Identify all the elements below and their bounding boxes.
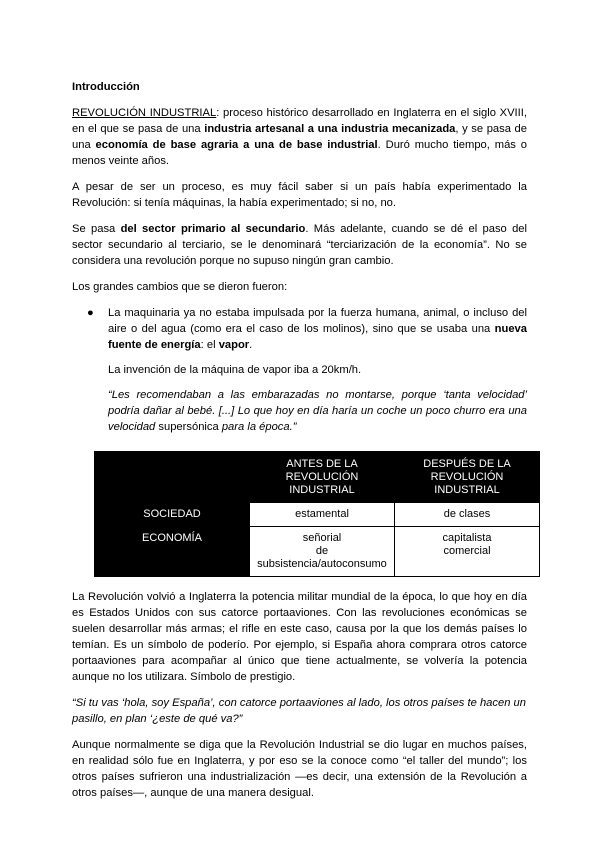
row-label-sociedad: SOCIEDAD: [95, 503, 250, 527]
bold-segment: del sector primario al secundario: [120, 223, 306, 235]
document-body: [72, 79, 527, 801]
steam-speed-note: La invención de la máquina de vapor iba a 20km/h.: [108, 364, 362, 376]
paragraph-process: A pesar de ser un proceso, es muy fácil saber si un país había experimentado la Revolución: si tenía máquinas, la había experimentado; si no, no.: [72, 181, 527, 209]
paragraph-definition: [72, 105, 527, 169]
comparison-table: [94, 451, 540, 577]
term-revolucion-industrial: REVOLUCIÓN INDUSTRIAL: [72, 107, 217, 119]
paragraph-sectors: [72, 221, 527, 269]
cell-line: comercial: [443, 545, 491, 557]
bold-segment: economía de base agraria a una de base industrial: [95, 139, 378, 151]
text-segment: La maquinaria ya no estaba impulsada por la fuerza humana, animal, o incluso del aire o del agua (como era el caso de los molinos), sino que se usaba una: [108, 307, 527, 335]
text-segment: . Más adelante, cuando se dé el paso del sector secundario al terciario, se le denominará “terciarización de la economía”. No se considera una revolución porque no supuso ningún gran cambio.: [72, 223, 527, 267]
cell-line: capitalista: [442, 532, 492, 544]
quote-pregnant: [72, 387, 527, 435]
table-row: [95, 503, 540, 527]
cell-economia-before: [250, 527, 395, 577]
quote-segment: para la época.”: [221, 421, 297, 433]
table-header-row: [95, 452, 540, 503]
cell-sociedad-after: de clases: [395, 503, 540, 527]
text-segment: , y se pasa de una: [72, 123, 527, 151]
quote-segment: “Les recomendaban a las embarazadas no montarse, porque ‘tanta velocidad’ podría dañar al bebé. [...] Lo que hoy en día haría un coche un poco churro era una: [108, 389, 527, 417]
cell-economia-after: [395, 527, 540, 577]
quote-spain: “Si tu vas ‘hola, soy España’, con catorce portaaviones al lado, los otros países te hacen un pasillo, en plan ‘¿este de qué va?”: [72, 697, 526, 725]
bold-segment: vapor: [218, 339, 250, 351]
cell-line: señorial: [302, 532, 342, 544]
changes-list: [72, 305, 527, 353]
paragraph-military: La Revolución volvió a Inglaterra la potencia militar mundial de la época, lo que hoy en día es Estados Unidos con sus catorce portaaviones. Con las revoluciones económicas se suelen desarrollar más armas; el rifle en este caso, causa por la que los demás países lo temían. Es un símbolo de poderío. Por ejemplo, si España ahora comprara otros catorce portaaviones para acompañar al único que tiene actualmente, se volvería la potencia aunque no los utilizara. Símbolo de prestigio.: [72, 591, 527, 683]
text-segment: . Duró mucho tiempo, más o menos veinte años.: [72, 139, 527, 167]
cell-sociedad-before: estamental: [250, 503, 395, 527]
paragraph-taller-del-mundo: Aunque normalmente se diga que la Revolución Industrial se dio lugar en muchos países, en realidad sólo fue en Inglaterra, y por eso se la conoce como “el taller del mundo”; los otros países sufrieron una industrialización —es decir, una extensión de la Revolución a otros países—, aunque de una manera desigual.: [72, 739, 527, 799]
bold-segment: nueva fuente de energía: [108, 323, 527, 351]
text-segment: Se pasa: [72, 223, 121, 235]
section-title: Introducción: [72, 81, 140, 93]
cell-line: subsistencia/autoconsumo: [257, 558, 387, 570]
table-row: [95, 527, 540, 577]
bullet-text: [108, 305, 527, 353]
text-segment: : el: [200, 339, 219, 351]
bold-segment: industria artesanal a una industria mecanizada: [204, 123, 456, 135]
list-item: [72, 305, 527, 353]
quote-segment: velocidad: [108, 421, 156, 433]
table-corner-cell: [95, 452, 250, 503]
header-after: DESPUÉS DE LA REVOLUCIÓN INDUSTRIAL: [395, 452, 540, 503]
quote-segment: supersónica: [155, 421, 222, 433]
row-label-economia: ECONOMÍA: [95, 527, 250, 577]
paragraph-changes-intro: Los grandes cambios que se dieron fueron:: [72, 281, 288, 293]
bullet-icon: ●: [87, 307, 94, 319]
cell-line: de: [315, 545, 329, 557]
header-before: ANTES DE LA REVOLUCIÓN INDUSTRIAL: [250, 452, 395, 503]
text-segment: .: [249, 339, 253, 351]
text-segment: : proceso histórico desarrollado en Inglaterra en el siglo XVIII, en el que se pasa de una: [72, 107, 527, 135]
